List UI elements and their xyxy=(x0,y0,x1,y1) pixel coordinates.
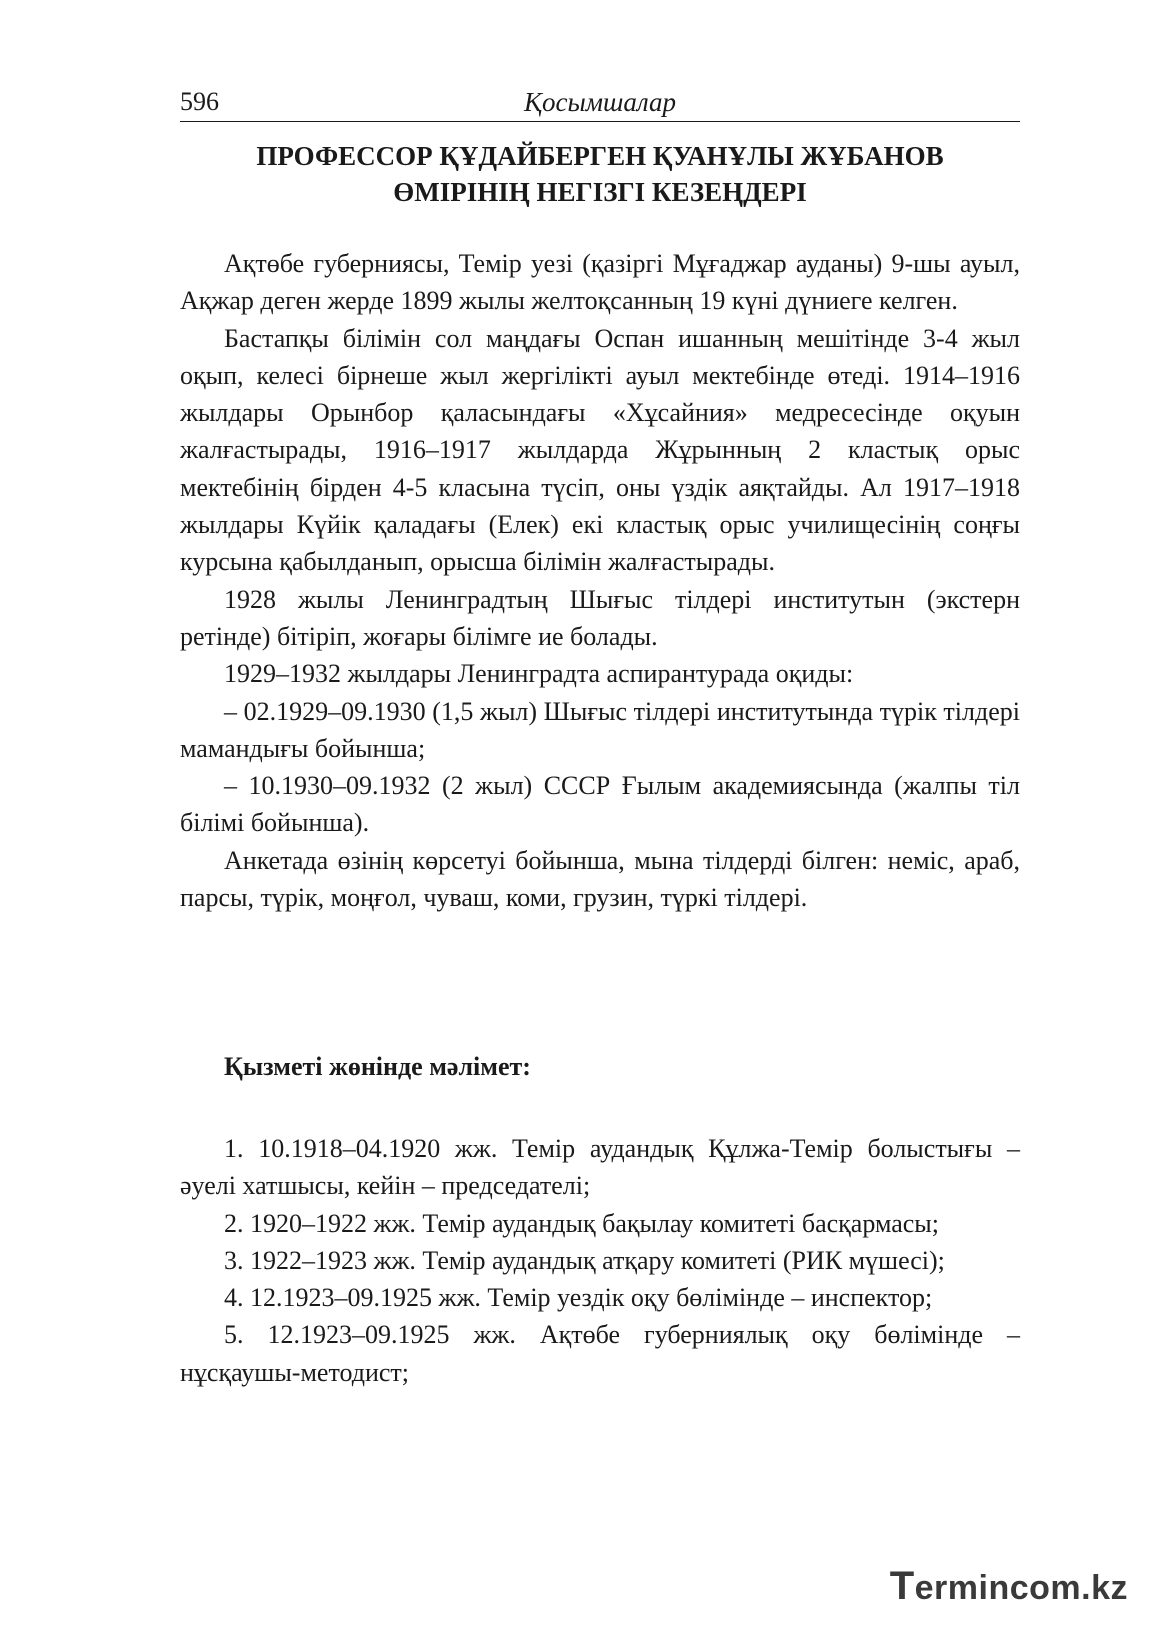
title-line-1: ПРОФЕССОР ҚҰДАЙБЕРГЕН ҚУАНҰЛЫ ЖҰБАНОВ xyxy=(256,141,944,171)
paragraph-early-education: Бастапқы білімін сол маңдағы Оспан ишанның мешітінде 3-4 жыл оқып, келесі бірнеше жыл жергілікті ауыл мектебінде өтеді. 1914–1916 жылдары Орынбор қаласындағы «Хұсайния» медресесінде оқуын жалғастырады, 1916–1917 жылдарда Жұрынның 2 кластық орыс мектебінің бірден 4-5 класына түсіп, оны үздік аяқтайды. Ал 1917–1918 жылдары Күйік қаладағы (Елек) екі кластық орыс училищесінің соңғы курсына қабылданып, орысша білімін жалғастырады. xyxy=(180,323,1020,577)
service-item: 4. 12.1923–09.1925 жж. Темір уездік оқу бөлімінде – инспектор; xyxy=(224,1283,933,1313)
document-title xyxy=(180,138,1020,210)
title-line-2: ӨМІРІНІҢ НЕГІЗГІ КЕЗЕҢДЕРІ xyxy=(393,177,807,207)
service-list xyxy=(180,1130,1020,1391)
watermark-first-letter: T xyxy=(889,1564,915,1608)
paragraph-aspirantura-item-2: – 10.1930–09.1932 (2 жыл) СССР Ғылым академиясында (жалпы тіл білімі бойынша). xyxy=(180,771,1020,838)
paragraph-birth: Ақтөбе губерниясы, Темір уезі (қазіргі Мұғаджар ауданы) 9-шы ауыл, Ақжар деген жерде 1899 жылы желтоқсанның 19 күні дүниеге келген. xyxy=(180,249,1020,316)
service-item: 2. 1920–1922 жж. Темір аудандық бақылау комитеті басқармасы; xyxy=(224,1208,939,1238)
biography-text xyxy=(180,245,1020,916)
watermark-text: ermincom.kz xyxy=(914,1569,1128,1607)
service-item: 5. 12.1923–09.1925 жж. Ақтөбе губерниялық оқу бөлімінде – нұсқаушы-методист; xyxy=(180,1320,1020,1387)
section-title: Қосымшалар xyxy=(524,87,676,117)
termincom-watermark-logo xyxy=(890,1564,1128,1609)
paragraph-languages: Анкетада өзінің көрсетуі бойынша, мына тілдерді білген: неміс, араб, парсы, түрік, моңғол, чуваш, коми, грузин, түркі тілдері. xyxy=(180,845,1020,913)
service-heading: Қызметі жөнінде мәлімет: xyxy=(224,1052,531,1081)
paragraph-aspirantura: 1929–1932 жылдары Ленинградта аспирантурада оқиды: xyxy=(224,659,854,689)
paragraph-aspirantura-item-1: – 02.1929–09.1930 (1,5 жыл) Шығыс тілдері институтында түрік тілдері мамандығы бойынша; xyxy=(180,696,1020,763)
service-item: 3. 1922–1923 жж. Темір аудандық атқару комитеті (РИК мүшесі); xyxy=(224,1245,945,1275)
paragraph-higher-education: 1928 жылы Ленинградтың Шығыс тілдері институтын (экстерн ретінде) бітіріп, жоғары білімге ие болады. xyxy=(180,584,1020,651)
running-head xyxy=(180,85,1020,122)
page-number: 596 xyxy=(180,87,219,116)
service-item: 1. 10.1918–04.1920 жж. Темір аудандық Құлжа-Темір болыстығы – әуелі хатшысы, кейін – председателі; xyxy=(180,1134,1020,1201)
